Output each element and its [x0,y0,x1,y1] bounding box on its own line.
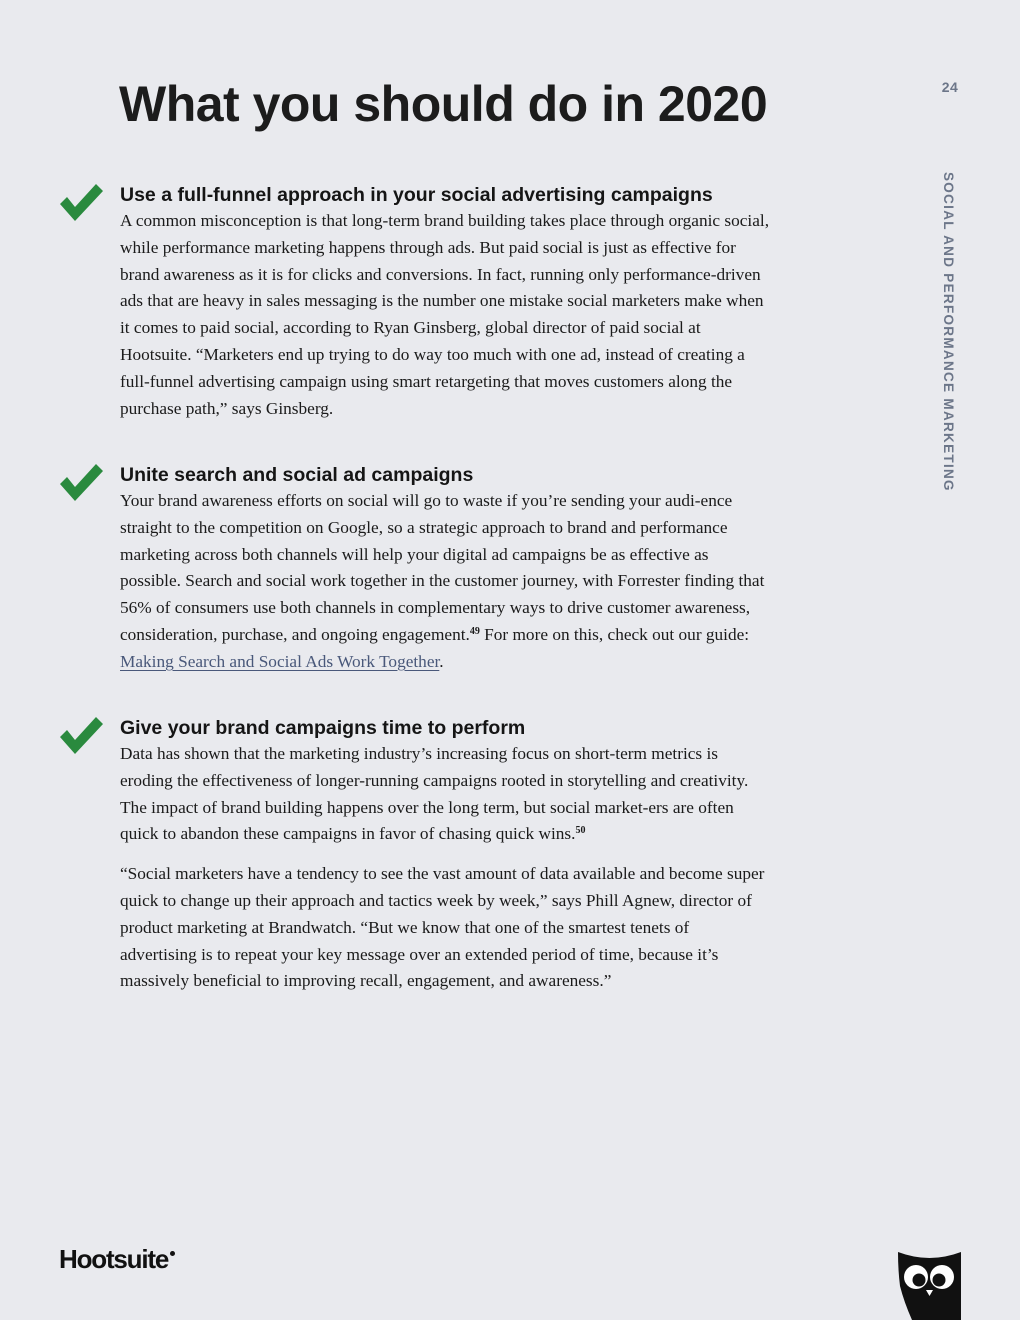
paragraph-end: . [439,651,444,671]
brand-dot [170,1251,175,1256]
quote-paragraph: “Social marketers have a tendency to see the vast amount of data available and become super quick to change up their approach and tactics week by week,” says Phill Agnew, director of product marketing at Brandwatch. “But we know that one of the smartest tenets of advertising is to repeat your key message over an extended period of time, because it’s massively beneficial to improving recall, engagement, and awareness.” [120,864,765,991]
hootsuite-logo [59,1244,175,1275]
recommendation-section-1 [58,182,778,422]
checkmark-icon [58,182,104,224]
page-title: What you should do in 2020 [119,76,768,132]
recommendation-section-2 [58,462,778,676]
paragraph-text: For more on this, check out our guide: [479,624,750,644]
owl-logo-icon [898,1250,961,1320]
section-heading: Use a full-funnel approach in your social advertising campaigns [120,184,713,206]
section-paragraph [120,741,770,848]
guide-link[interactable]: Making Search and Social Ads Work Together [120,651,440,671]
paragraph-text: Your brand awareness efforts on social will go to waste if you’re sending your audi-ence straight to the competition on Google, so a strategic approach to brand and performance marketing across both channels will help your digital ad campaigns be as effective as possible. Search and social work together in the customer journey, with Forrester finding that 56% of consumers use both channels in complementary ways to drive customer awareness, consideration, purchase, and ongoing engagement. [120,491,765,644]
section-heading: Give your brand campaigns time to perform [120,717,526,739]
brand-wordmark: Hootsuite [59,1244,169,1274]
section-paragraph [120,488,770,676]
section-heading: Unite search and social ad campaigns [120,464,474,486]
paragraph-text: Data has shown that the marketing industry’s increasing focus on short-term metrics is eroding the effectiveness of longer-running campaigns rooted in storytelling and creativity. The impact of brand building happens over the long term, but social market-ers are often quick to abandon these campaigns in favor of chasing quick wins. [120,744,749,844]
checkmark-icon [58,715,104,757]
checkmark-icon [58,462,104,504]
footnote-marker: 50 [575,825,586,837]
recommendation-section-3 [58,715,778,995]
page-number: 24 [941,79,959,95]
section-paragraph: A common misconception is that long-term brand building takes place through organic social, while performance marketing happens through ads. But paid social is just as effective for brand awareness as it is for clicks and conversions. In fact, running only performance-driven ads that are heavy in sales messaging is the number one mistake social marketers make when it comes to paid social, according to Ryan Ginsberg, global director of paid social at Hootsuite. “Marketers end up trying to do way too much with one ad, instead of creating a full-funnel advertising campaign using smart retargeting that moves customers along the purchase path,” says Ginsberg. [120,211,770,418]
section-side-label: SOCIAL AND PERFORMANCE MARKETING [941,172,956,492]
footnote-marker: 49 [469,625,480,637]
